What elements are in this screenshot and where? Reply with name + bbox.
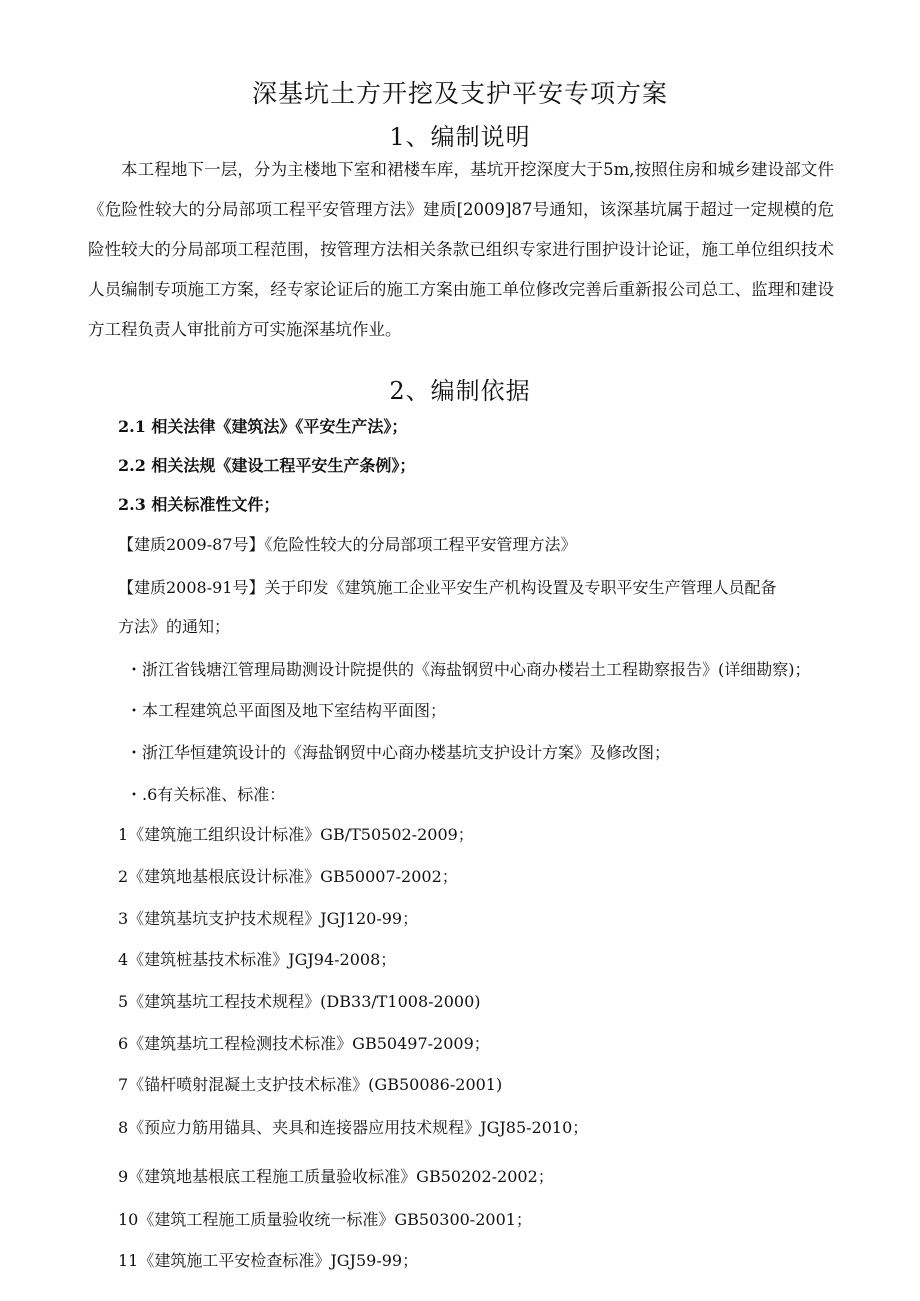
bullet-item: ・浙江省钱塘江管理局勘测设计院提供的《海盐钢贸中心商办楼岩土工程勘察报告》(详细勘察)； (126, 660, 811, 679)
standard-item: 3《建筑基坑支护技术规程》JGJ120-99； (118, 909, 419, 928)
section-heading-2: 2、编制依据 (389, 377, 531, 405)
standard-item: 7《锚杆喷射混凝土支护技术标准》(GB50086-2001) (118, 1075, 503, 1094)
reference-document: 【建质2008-91号】关于印发《建筑施工企业平安生产机构设置及专职平安生产管理人员配备 (118, 578, 777, 597)
basis-item: 2.2 相关法规《建设工程平安生产条例》； (118, 456, 416, 475)
section-heading-1: 1、编制说明 (389, 123, 531, 151)
standard-item: 2《建筑地基根底设计标准》GB50007-2002； (118, 867, 458, 886)
standard-item: 4《建筑桩基技术标准》JGJ94-2008； (118, 950, 397, 969)
standard-item: 8《预应力筋用锚具、夹具和连接器应用技术规程》JGJ85-2010； (118, 1118, 589, 1137)
standard-item: 11《建筑施工平安检查标准》JGJ59-99； (118, 1251, 419, 1270)
section-1-paragraph: 本工程地下一层，分为主楼地下室和裙楼车库，基坑开挖深度大于5m,按照住房和城乡建设部文件《危险性较大的分局部项工程平安管理方法》建质[2009]87号通知，该深基坑属于超过一定规模的危险性较大的分局部项工程范围，按管理方法相关条款已组织专家进行围护设计论证，施工单位组织技术人员编制专项施工方案，经专家论证后的施工方案由施工单位修改完善后重新报公司总工、监理和建设方工程负责人审批前方可实施深基坑作业。 (88, 160, 834, 339)
basis-item: 2.1 相关法律《建筑法》《平安生产法》； (118, 417, 408, 436)
bullet-item: ・浙江华恒建筑设计的《海盐钢贸中心商办楼基坑支护设计方案》及修改图； (126, 743, 671, 762)
bullet-item: ・.6有关标准、标准： (126, 785, 286, 804)
reference-document: 【建质2009-87号】《危险性较大的分局部项工程平安管理方法》 (118, 535, 577, 554)
standard-item: 9《建筑地基根底工程施工质量验收标准》GB50202-2002； (118, 1167, 554, 1186)
standard-item: 6《建筑基坑工程检测技术标准》GB50497-2009； (118, 1034, 490, 1053)
basis-item: 2.3 相关标准性文件； (118, 495, 280, 514)
standard-item: 5《建筑基坑工程技术规程》(DB33/T1008-2000) (118, 992, 481, 1011)
bullet-item: ・本工程建筑总平面图及地下室结构平面图； (126, 701, 447, 720)
standard-item: 1《建筑施工组织设计标准》GB/T50502-2009； (118, 825, 474, 844)
reference-document-continued: 方法》的通知； (118, 617, 231, 636)
standard-item: 10《建筑工程施工质量验收统一标准》GB50300-2001； (118, 1210, 532, 1229)
document-title: 深基坑土方开挖及支护平安专项方案 (251, 79, 668, 108)
